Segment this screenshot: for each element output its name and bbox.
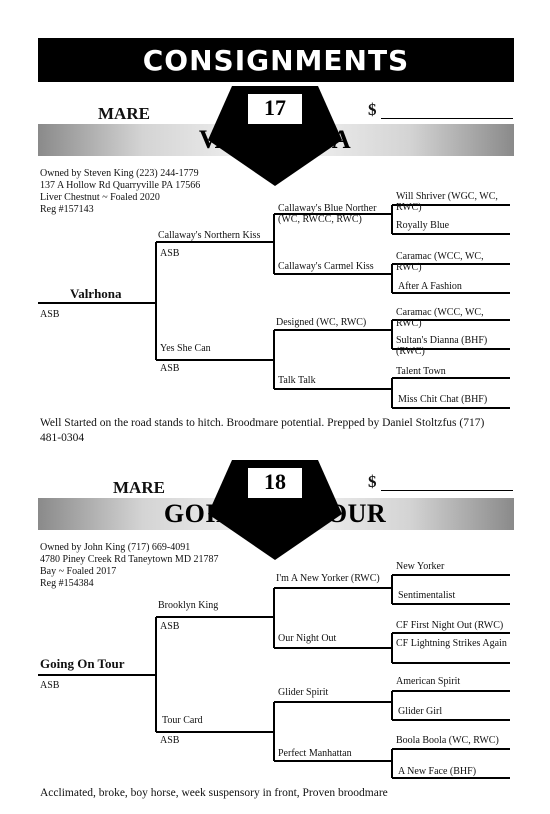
owner-line: Owned by Steven King (223) 244-1779 <box>40 168 199 179</box>
owner-line: Owned by John King (717) 669-4091 <box>40 542 191 553</box>
remarks: Well Started on the road stands to hitch. Broodmare potential. Prepped by Daniel Stoltzfus (717) 481-0304 <box>40 417 485 444</box>
sire-sire: Callaway's Blue Norther (WC, RWCC, RWC) <box>278 203 377 225</box>
dam-breed: ASB <box>160 363 180 374</box>
dam-sire-dam: Glider Girl <box>398 706 443 717</box>
sire-dam-sire: CF First Night Out (RWC) <box>396 620 504 631</box>
dam-breed: ASB <box>160 735 180 746</box>
color-foaled-line: Liver Chestnut ~ Foaled 2020 <box>40 192 160 203</box>
sire-sire-dam: Royally Blue <box>396 220 450 231</box>
sire-breed: ASB <box>160 248 180 259</box>
dam-name: Tour Card <box>162 715 203 726</box>
consignments-header <box>38 38 514 82</box>
sire-dam-dam: CF Lightning Strikes Again <box>396 638 507 649</box>
sire-dam: Callaway's Carmel Kiss <box>278 261 374 272</box>
consignment-entry <box>0 456 550 814</box>
sire-sire-sire: New Yorker <box>396 561 445 572</box>
lot-number: 18 <box>264 469 286 494</box>
dam-dam-dam: Miss Chit Chat (BHF) <box>398 394 488 405</box>
dam-dam-sire: Talent Town <box>396 366 446 377</box>
horse-name: Valrhona <box>70 286 122 301</box>
lot-number: 17 <box>264 95 286 120</box>
sex-label: MARE <box>98 104 150 123</box>
address-line: 4780 Piney Creek Rd Taneytown MD 21787 <box>40 554 219 565</box>
dam-dam-sire: Boola Boola (WC, RWC) <box>396 735 499 746</box>
dam-dam-dam: A New Face (BHF) <box>398 766 477 777</box>
dam-dam: Perfect Manhattan <box>278 748 352 759</box>
registration-line: Reg #157143 <box>40 204 94 215</box>
horse-name-title: GOING ON TOUR <box>163 499 387 528</box>
sire-dam-sire: Caramac (WCC, WC, RWC) <box>396 251 484 273</box>
sire-sire-dam: Sentimentalist <box>398 590 456 601</box>
header-title: CONSIGNMENTS <box>142 43 410 77</box>
horse-breed: ASB <box>40 680 60 691</box>
remarks: Acclimated, broke, boy horse, week suspensory in front, Proven broodmare <box>40 787 388 799</box>
sire-dam: Our Night Out <box>278 633 337 644</box>
price-dollar-sign: $ <box>368 472 377 491</box>
address-line: 137 A Hollow Rd Quarryville PA 17566 <box>40 180 201 191</box>
horse-breed: ASB <box>40 309 60 320</box>
sex-label: MARE <box>113 478 165 497</box>
price-dollar-sign: $ <box>368 100 377 119</box>
registration-line: Reg #154384 <box>40 578 94 589</box>
dam-dam: Talk Talk <box>278 375 316 386</box>
sire-breed: ASB <box>160 621 180 632</box>
sire-dam-dam: After A Fashion <box>398 281 462 292</box>
dam-sire: Glider Spirit <box>278 687 329 698</box>
dam-name: Yes She Can <box>160 343 211 354</box>
horse-name-title: VALRHONA <box>198 125 352 154</box>
sire-name: Brooklyn King <box>158 600 219 611</box>
sire-sire-sire: Will Shriver (WGC, WC, RWC) <box>396 191 498 213</box>
dam-sire-sire: Caramac (WCC, WC, RWC) <box>396 307 484 329</box>
sire-name: Callaway's Northern Kiss <box>158 230 261 241</box>
dam-sire: Designed (WC, RWC) <box>276 317 367 328</box>
sire-sire: I'm A New Yorker (RWC) <box>276 573 380 584</box>
dam-sire-sire: American Spirit <box>396 676 461 687</box>
consignment-entry <box>0 84 550 454</box>
horse-name: Going On Tour <box>40 656 125 671</box>
color-foaled-line: Bay ~ Foaled 2017 <box>40 566 117 577</box>
dam-sire-dam: Sultan's Dianna (BHF) (RWC) <box>396 335 488 357</box>
